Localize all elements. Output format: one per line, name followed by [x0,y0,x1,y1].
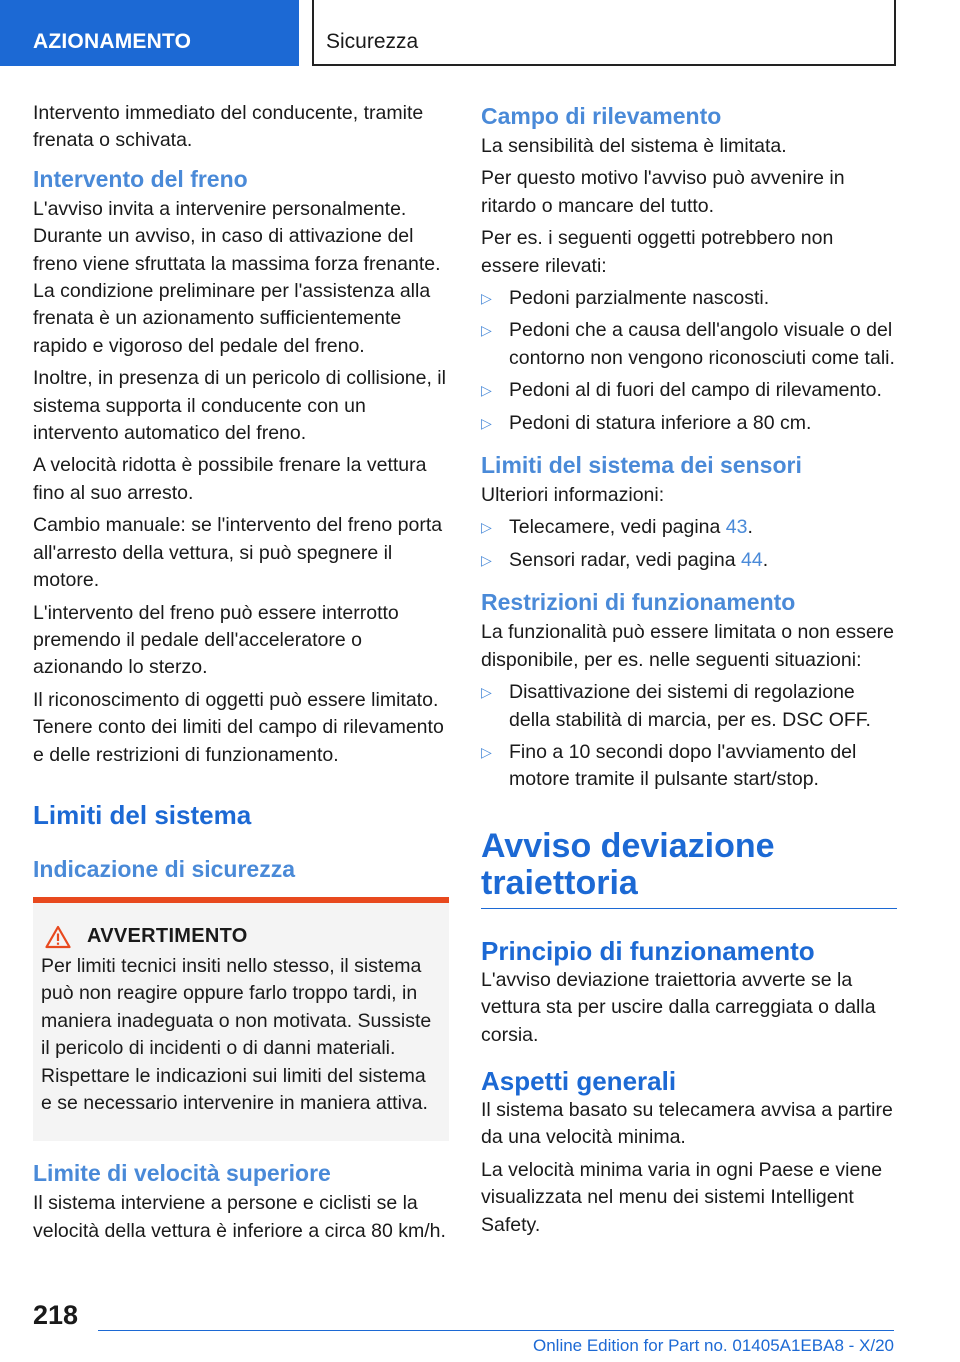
page-link-43[interactable]: 43 [725,516,748,539]
brake-paragraph-1: L'avviso invita a intervenire personalmente. Durante un avviso, in caso di attivazione del freno viene sfruttata la massima forza frenante. La condizione preliminare per l'assistenza alla frenata è un azionamento sufficientemente rapido e vigoroso del pedale del freno. [33,197,441,357]
speed-heading: Limite di velocità superiore [33,1160,331,1187]
range-list [481,285,897,437]
range-heading: Campo di rilevamento [481,103,722,129]
general-paragraph-1: Il sistema basato su telecamera avvisa a partire da una velocità minima. [481,1098,893,1149]
page-number: 218 [33,1300,79,1330]
list-item: ▷ Fino a 10 secondi dopo l'avviamento del motore tramite il pulsante start/stop. [481,740,857,791]
brake-paragraph-4: Cambio manuale: se l'intervento del freno porta all'arresto della vettura, si può spegnere il motore. [33,514,443,592]
edition-text: Online Edition for Part no. 01405A1EBA8 - X/20 [532,1336,894,1355]
title-divider [481,908,897,909]
warning-triangle-icon [45,925,71,949]
general-heading: Aspetti generali [481,1065,677,1096]
list-item: ▷ Pedoni al di fuori del campo di rilevamento. [481,377,897,404]
range-paragraph-1: La sensibilità del sistema è limitata. [481,135,787,157]
warning-text: Per limiti tecnici insiti nello stesso, il sistema può non reagire oppure farlo troppo tardi, in maniera inadeguata o non motivata. Sussiste il pericolo di incidenti o di danni materiali. Rispettare le indicazioni sui limiti del sistema e se necessario intervenire in maniera attiva. [41,954,432,1114]
brake-paragraph-6: Il riconoscimento di oggetti può essere limitato. Tenere conto dei limiti del campo di rilevamento e delle restrizioni di funzionamento. [33,688,444,766]
brake-paragraph-2: Inoltre, in presenza di un pericolo di collisione, il sistema supporta il conducente con un intervento automatico del freno. [33,367,446,445]
bullet-triangle-icon: ▷ [481,382,492,399]
sensors-list [481,514,897,574]
sensors-paragraph: Ulteriori informazioni: [481,484,665,507]
warning-box [33,897,449,1141]
list-item: ▷ Telecamere, vedi pagina 43. [481,514,897,541]
bullet-triangle-icon: ▷ [481,519,492,536]
right-column [481,100,897,1244]
bullet-triangle-icon: ▷ [481,684,492,701]
left-column [33,100,449,1250]
warning-header [41,925,439,949]
lane-warning-title: Avviso deviazione traiettoria [481,826,775,902]
bullet-triangle-icon: ▷ [481,322,492,339]
range-paragraph-3: Per es. i seguenti oggetti potrebbero non essere rilevati: [481,227,834,277]
bullet-triangle-icon: ▷ [481,551,492,568]
principle-paragraph: L'avviso deviazione traiettoria avverte se la vettura sta per uscire dalla carreggiata o dalla corsia. [481,968,876,1046]
bullet-triangle-icon: ▷ [481,414,492,431]
safety-heading: Indicazione di sicurezza [33,855,296,882]
brake-heading: Intervento del freno [33,165,248,192]
restrictions-heading: Restrizioni di funzionamento [481,589,796,616]
speed-paragraph: Il sistema interviene a persone e ciclisti se la velocità della vettura è inferiore a circa 80 km/h. [33,1192,446,1242]
list-item: ▷ Pedoni di statura inferiore a 80 cm. [481,410,897,437]
intro-paragraph: Intervento immediato del conducente, tramite frenata o schivata. [33,102,424,152]
list-item: ▷ Pedoni parzialmente nascosti. [481,285,897,312]
bullet-triangle-icon: ▷ [481,290,492,307]
sensors-heading: Limiti del sistema dei sensori [481,452,802,479]
footer-divider [98,1330,894,1331]
list-item: ▷ Disattivazione dei sistemi di regolazione della stabilità di marcia, per es. DSC OFF. [481,681,871,731]
restrictions-paragraph: La funzionalità può essere limitata o non essere disponibile, per es. nelle seguenti situazioni: [481,621,895,671]
list-item: ▷ Pedoni che a causa dell'angolo visuale o del contorno non vengono riconosciuti come tali. [481,319,895,369]
list-item: ▷ Sensori radar, vedi pagina 44. [481,547,897,574]
section-tab: AZIONAMENTO [0,0,299,66]
limits-heading: Limiti del sistema [33,799,252,830]
page-link-44[interactable]: 44 [740,548,763,571]
chapter-title: Sicurezza [312,0,896,66]
brake-paragraph-5: L'intervento del freno può essere interrotto premendo il pedale dell'acceleratore o azionando lo sterzo. [33,601,399,679]
restrictions-list [481,679,897,794]
warning-title: AVVERTIMENTO [87,925,248,948]
bullet-triangle-icon: ▷ [481,743,492,760]
general-paragraph-2: La velocità minima varia in ogni Paese e viene visualizzata nel menu dei sistemi Intelligent Safety. [481,1158,883,1236]
principle-heading: Principio di funzionamento [481,935,815,966]
brake-paragraph-3: A velocità ridotta è possibile frenare la vettura fino al suo arresto. [33,454,427,504]
range-paragraph-2: Per questo motivo l'avviso può avvenire in ritardo o mancare del tutto. [481,167,845,217]
